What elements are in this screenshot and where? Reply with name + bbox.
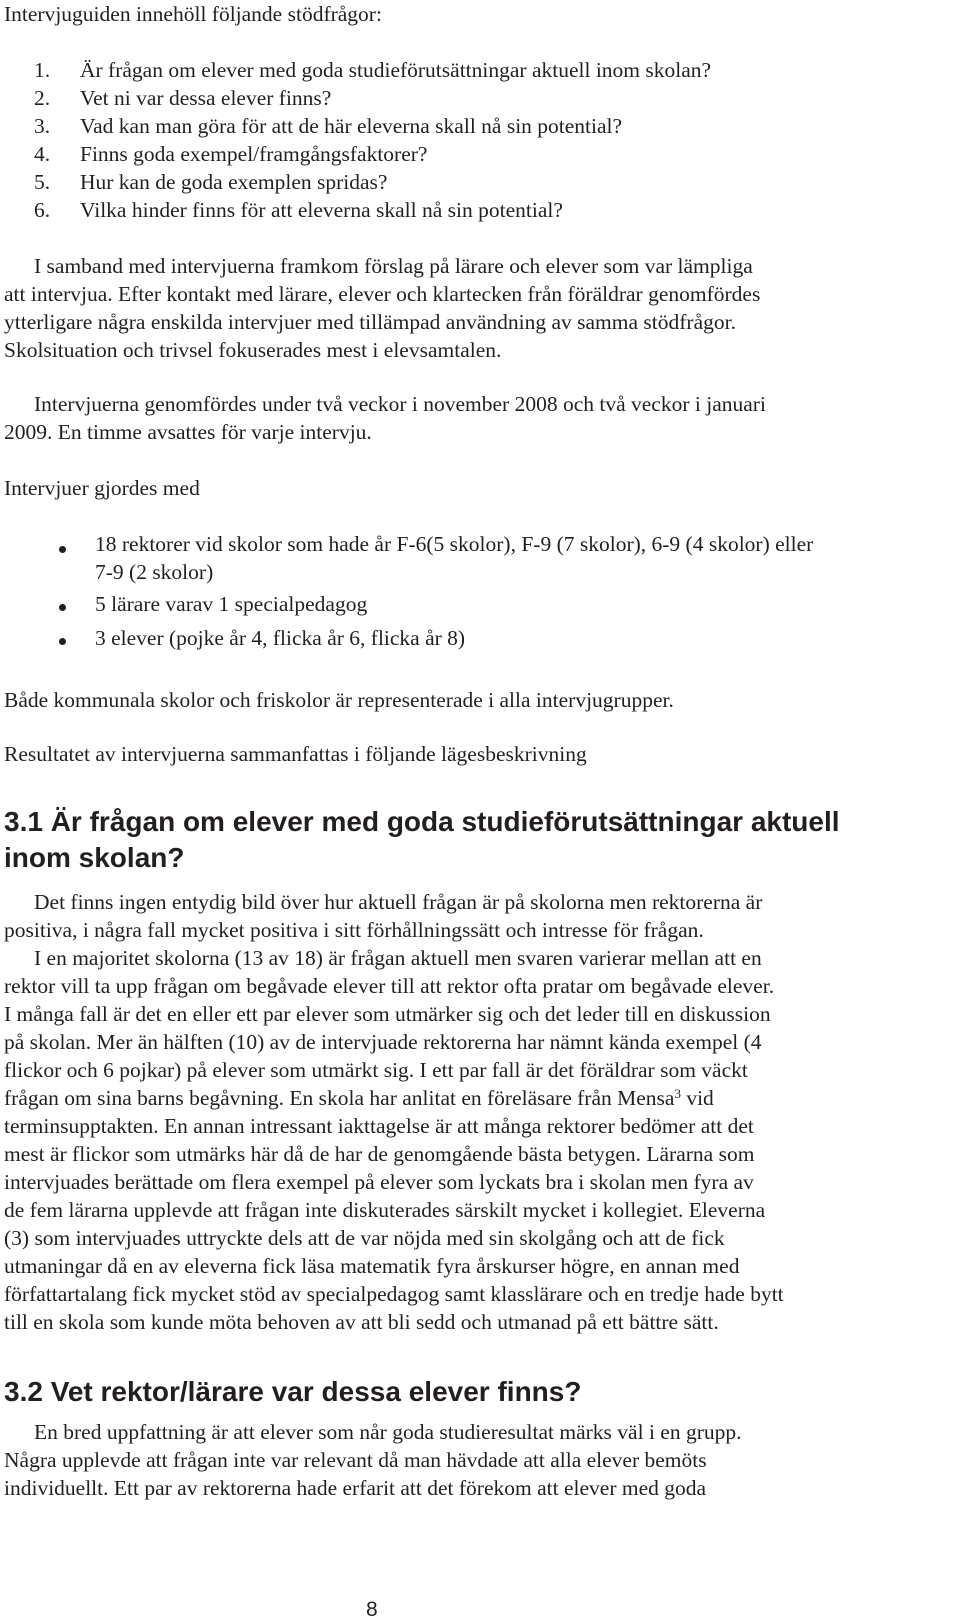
page-number: 8 xyxy=(366,1598,378,1621)
section-title: 3.1 Är frågan om elever med goda studieförutsättningar aktuell xyxy=(4,806,840,837)
bullet-icon xyxy=(59,546,66,553)
paragraph-line: positiva, i några fall mycket positiva i sitt förhållningssätt och intresse för frågan. xyxy=(4,918,704,942)
paragraph-line: I många fall är det en eller ett par elever som utmärker sig och det leder till en diskussion xyxy=(4,1002,771,1026)
bullet-text: 3 elever (pojke år 4, flicka år 6, flicka år 8) xyxy=(95,626,466,650)
paragraph-line: ytterligare några enskilda intervjuer med tillämpad användning av samma stödfrågor. xyxy=(4,310,736,334)
both-schools-text: Både kommunala skolor och friskolor är representerade i alla intervjugrupper. xyxy=(4,688,674,712)
paragraph-line: på skolan. Mer än hälften (10) av de intervjuade rektorerna har nämnt kända exempel (4 xyxy=(4,1030,762,1054)
footnote-mark[interactable]: 3 xyxy=(674,1086,681,1101)
paragraph-line: flickor och 6 pojkar) på elever som utmärkt sig. I ett par fall är det föräldrar som väckt xyxy=(4,1058,748,1082)
paragraph-line: utmaningar då en av eleverna fick läsa matematik fyra årskurser högre, en annan med xyxy=(4,1254,740,1278)
question-text: Vad kan man göra för att de här eleverna skall nå sin potential? xyxy=(80,114,623,138)
question-text: Finns goda exempel/framgångsfaktorer? xyxy=(80,142,428,166)
paragraph-line: mest är flickor som utmärks här då de har de genomgående bästa betygen. Lärarna som xyxy=(4,1142,755,1166)
paragraph-line: att intervjua. Efter kontakt med lärare, elever och klartecken från föräldrar genomfördes xyxy=(4,282,761,306)
paragraph-line: I en majoritet skolorna (13 av 18) är frågan aktuell men svaren varierar mellan att en xyxy=(34,946,762,970)
paragraph-line: terminsupptakten. En annan intressant iakttagelse är att många rektorer bedömer att det xyxy=(4,1114,754,1138)
bullet-icon xyxy=(59,638,66,645)
question-text: Vilka hinder finns för att eleverna skall nå sin potential? xyxy=(80,198,563,222)
section-title: inom skolan? xyxy=(4,842,185,873)
paragraph-line: författartalang fick mycket stöd av specialpedagog samt klasslärare och en tredje hade bytt xyxy=(4,1282,784,1306)
section-title: 3.2 Vet rektor/lärare var dessa elever finns? xyxy=(4,1376,582,1407)
paragraph-line: (3) som intervjuades uttryckte dels att de var nöjda med sin skolgång och att de fick xyxy=(4,1226,725,1250)
question-text: Hur kan de goda exemplen spridas? xyxy=(80,170,388,194)
question-number: 6. xyxy=(34,198,51,222)
paragraph-line: Skolsituation och trivsel fokuserades mest i elevsamtalen. xyxy=(4,338,502,362)
question-number: 4. xyxy=(34,142,51,166)
question-text: Vet ni var dessa elever finns? xyxy=(80,86,332,110)
bullet-text: 7-9 (2 skolor) xyxy=(95,560,214,584)
interviews-heading: Intervjuer gjordes med xyxy=(4,476,200,500)
paragraph-line: till en skola som kunde möta behoven av att bli sedd och utmanad på ett bättre sätt. xyxy=(4,1310,719,1334)
paragraph-line: En bred uppfattning är att elever som når goda studieresultat märks väl i en grupp. xyxy=(34,1420,742,1444)
paragraph-line: Intervjuerna genomfördes under två veckor i november 2008 och två veckor i januari xyxy=(34,392,766,416)
guide-intro: Intervjuguiden innehöll följande stödfrågor: xyxy=(4,2,382,26)
paragraph-line: Det finns ingen entydig bild över hur aktuell frågan är på skolorna men rektorerna är xyxy=(34,890,763,914)
paragraph-line: 2009. En timme avsattes för varje intervju. xyxy=(4,420,372,444)
question-number: 2. xyxy=(34,86,51,110)
paragraph-line: individuellt. Ett par av rektorerna hade erfarit att det förekom att elever med goda xyxy=(4,1476,707,1500)
paragraph-line xyxy=(4,1084,714,1112)
paragraph-line: rektor vill ta upp frågan om begåvade elever till att rektor ofta pratar om begåvade elever. xyxy=(4,974,775,998)
bullet-icon xyxy=(59,604,66,611)
question-number: 5. xyxy=(34,170,51,194)
question-number: 1. xyxy=(34,58,51,82)
mensa-text: frågan om sina barns begåvning. En skola har anlitat en föreläsare från Mensa xyxy=(4,1086,675,1110)
paragraph-line: intervjuades berättade om flera exempel på elever som lyckats bra i skolan men fyra av xyxy=(4,1170,754,1194)
paragraph-line: de fem lärarna upplevde att frågan inte diskuterades särskilt mycket i kollegiet. Eleverna xyxy=(4,1198,766,1222)
question-number: 3. xyxy=(34,114,51,138)
bullet-text: 5 lärare varav 1 specialpedagog xyxy=(95,592,368,616)
question-text: Är frågan om elever med goda studieförutsättningar aktuell inom skolan? xyxy=(80,58,712,82)
mensa-after: vid xyxy=(680,1086,714,1110)
paragraph-line: Några upplevde att frågan inte var relevant då man hävdade att alla elever bemöts xyxy=(4,1448,707,1472)
result-intro: Resultatet av intervjuerna sammanfattas i följande lägesbeskrivning xyxy=(4,742,587,766)
bullet-text: 18 rektorer vid skolor som hade år F-6(5 skolor), F-9 (7 skolor), 6-9 (4 skolor) eller xyxy=(95,532,814,556)
paragraph-line: I samband med intervjuerna framkom förslag på lärare och elever som var lämpliga xyxy=(34,254,753,278)
